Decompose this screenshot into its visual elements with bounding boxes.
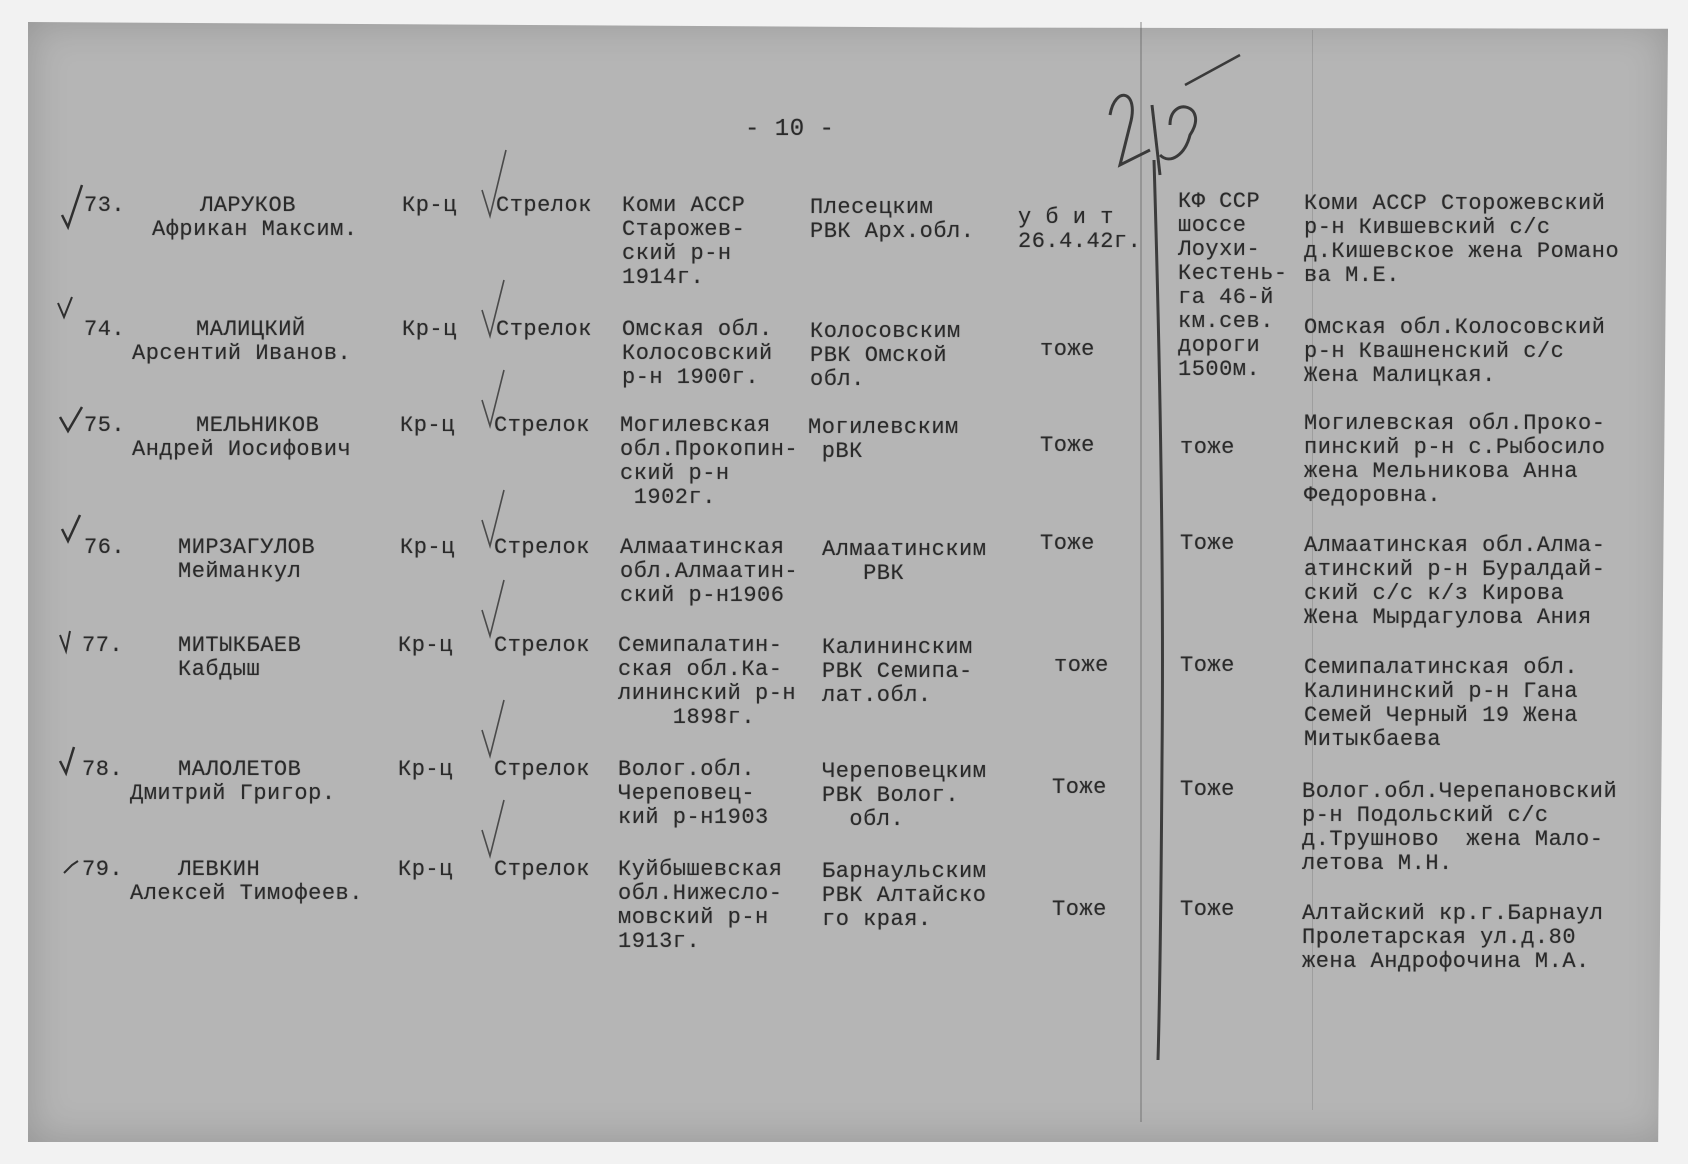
soldier-surname: МЕЛЬНИКОВ (196, 413, 320, 438)
draft-office: Череповецким РВК Волог. обл. (822, 759, 987, 832)
position: Стрелок (494, 633, 590, 658)
burial-place: Тоже (1180, 531, 1235, 556)
rank: Кр-ц (398, 633, 453, 658)
check-marks (52, 185, 92, 965)
fate: Тоже (1040, 433, 1095, 458)
row-number: 75. (84, 413, 126, 438)
soldier-given-name: Кабдыш (178, 657, 261, 682)
soldier-given-name: Алексей Тимофеев. (130, 881, 363, 906)
position: Стрелок (496, 193, 592, 218)
soldier-given-name: Дмитрий Григор. (130, 781, 336, 806)
rank: Кр-ц (400, 413, 455, 438)
rank: Кр-ц (402, 317, 457, 342)
birthplace: Семипалатин- ская обл.Ка- лининский р-н 1898г. (618, 633, 797, 730)
draft-office: Алмаатинским РВК (822, 537, 987, 586)
burial-place: КФ ССР шоссе Лоухи- Кестень- га 46-й км.сев. дороги 1500м. (1178, 189, 1288, 382)
draft-office: Барнаульским РВК Алтайско го края. (822, 859, 987, 932)
family-address: Волог.обл.Черепановский р-н Подольский с/с д.Трушново жена Мало- летова М.Н. (1302, 779, 1618, 876)
soldier-surname: ЛЕВКИН (178, 857, 261, 882)
family-address: Омская обл.Колосовский р-н Квашненский с/с Жена Малицкая. (1304, 315, 1606, 388)
birthplace: Куйбышевская обл.Нижесло- мовский р-н 1913г. (618, 857, 783, 954)
position: Стрелок (496, 317, 592, 342)
page-number: - 10 - (745, 116, 835, 143)
rank: Кр-ц (398, 857, 453, 882)
soldier-surname: МАЛИЦКИЙ (196, 317, 306, 342)
soldier-given-name: Арсентий Иванов. (132, 341, 352, 366)
family-address: Могилевская обл.Проко- пинский р-н с.Рыбосило жена Мельникова Анна Федоровна. (1304, 411, 1606, 508)
row-number: 74. (84, 317, 126, 342)
rank: Кр-ц (398, 757, 453, 782)
family-address: Алмаатинская обл.Алма- атинский р-н Буралдай- ский с/с к/з Кирова Жена Мырдагулова Ания (1304, 533, 1606, 630)
soldier-surname: МАЛОЛЕТОВ (178, 757, 302, 782)
row-number: 79. (82, 857, 124, 882)
soldier-surname: МИРЗАГУЛОВ (178, 535, 316, 560)
position: Стрелок (494, 857, 590, 882)
draft-office: Могилевским рВК (808, 415, 959, 464)
draft-office: Плесецким РВК Арх.обл. (810, 195, 975, 244)
draft-office: Калининским РВК Семипа- лат.обл. (822, 635, 973, 708)
family-address: Семипалатинская обл. Калининский р-н Гана Семей Черный 19 Жена Митыкбаева (1304, 655, 1579, 752)
burial-place: Тоже (1180, 653, 1235, 678)
position: Стрелок (494, 535, 590, 560)
birthplace: Алмаатинская обл.Алмаатин- ский р-н1906 (620, 535, 799, 608)
birthplace: Волог.обл. Череповец- кий р-н1903 (618, 757, 769, 830)
family-address: Коми АССР Сторожевский р-н Кившевский с/с д.Кишевское жена Романо ва М.Е. (1304, 191, 1620, 288)
birthplace: Омская обл. Колосовский р-н 1900г. (622, 317, 773, 390)
soldier-given-name: Мейманкул (178, 559, 302, 584)
row-number: 78. (82, 757, 124, 782)
position: Стрелок (494, 757, 590, 782)
position: Стрелок (494, 413, 590, 438)
fate: тоже (1040, 337, 1095, 362)
row-number: 73. (84, 193, 126, 218)
draft-office: Колосовским РВК Омской обл. (810, 319, 961, 392)
pencil-stroke (1150, 160, 1170, 1060)
rank: Кр-ц (400, 535, 455, 560)
soldier-surname: МИТЫКБАЕВ (178, 633, 302, 658)
soldier-given-name: Андрей Иосифович (132, 437, 352, 462)
rank: Кр-ц (402, 193, 457, 218)
birthplace: Коми АССР Старожев- ский р-н 1914г. (622, 193, 746, 290)
soldier-given-name: Африкан Максим. (152, 217, 358, 242)
row-number: 76. (84, 535, 126, 560)
row-number: 77. (82, 633, 124, 658)
fate: у б и т 26.4.42г. (1018, 205, 1142, 254)
burial-place: Тоже (1180, 777, 1235, 802)
fate: тоже (1054, 653, 1109, 678)
fate: Тоже (1052, 775, 1107, 800)
fate: Тоже (1040, 531, 1095, 556)
burial-place: тоже (1180, 435, 1235, 460)
fate: Тоже (1052, 897, 1107, 922)
burial-place: Тоже (1180, 897, 1235, 922)
birthplace: Могилевская обл.Прокопин- ский р-н 1902г. (620, 413, 799, 510)
soldier-surname: ЛАРУКОВ (200, 193, 296, 218)
family-address: Алтайский кр.г.Барнаул Пролетарская ул.д.80 жена Андрофочина М.А. (1302, 901, 1604, 974)
